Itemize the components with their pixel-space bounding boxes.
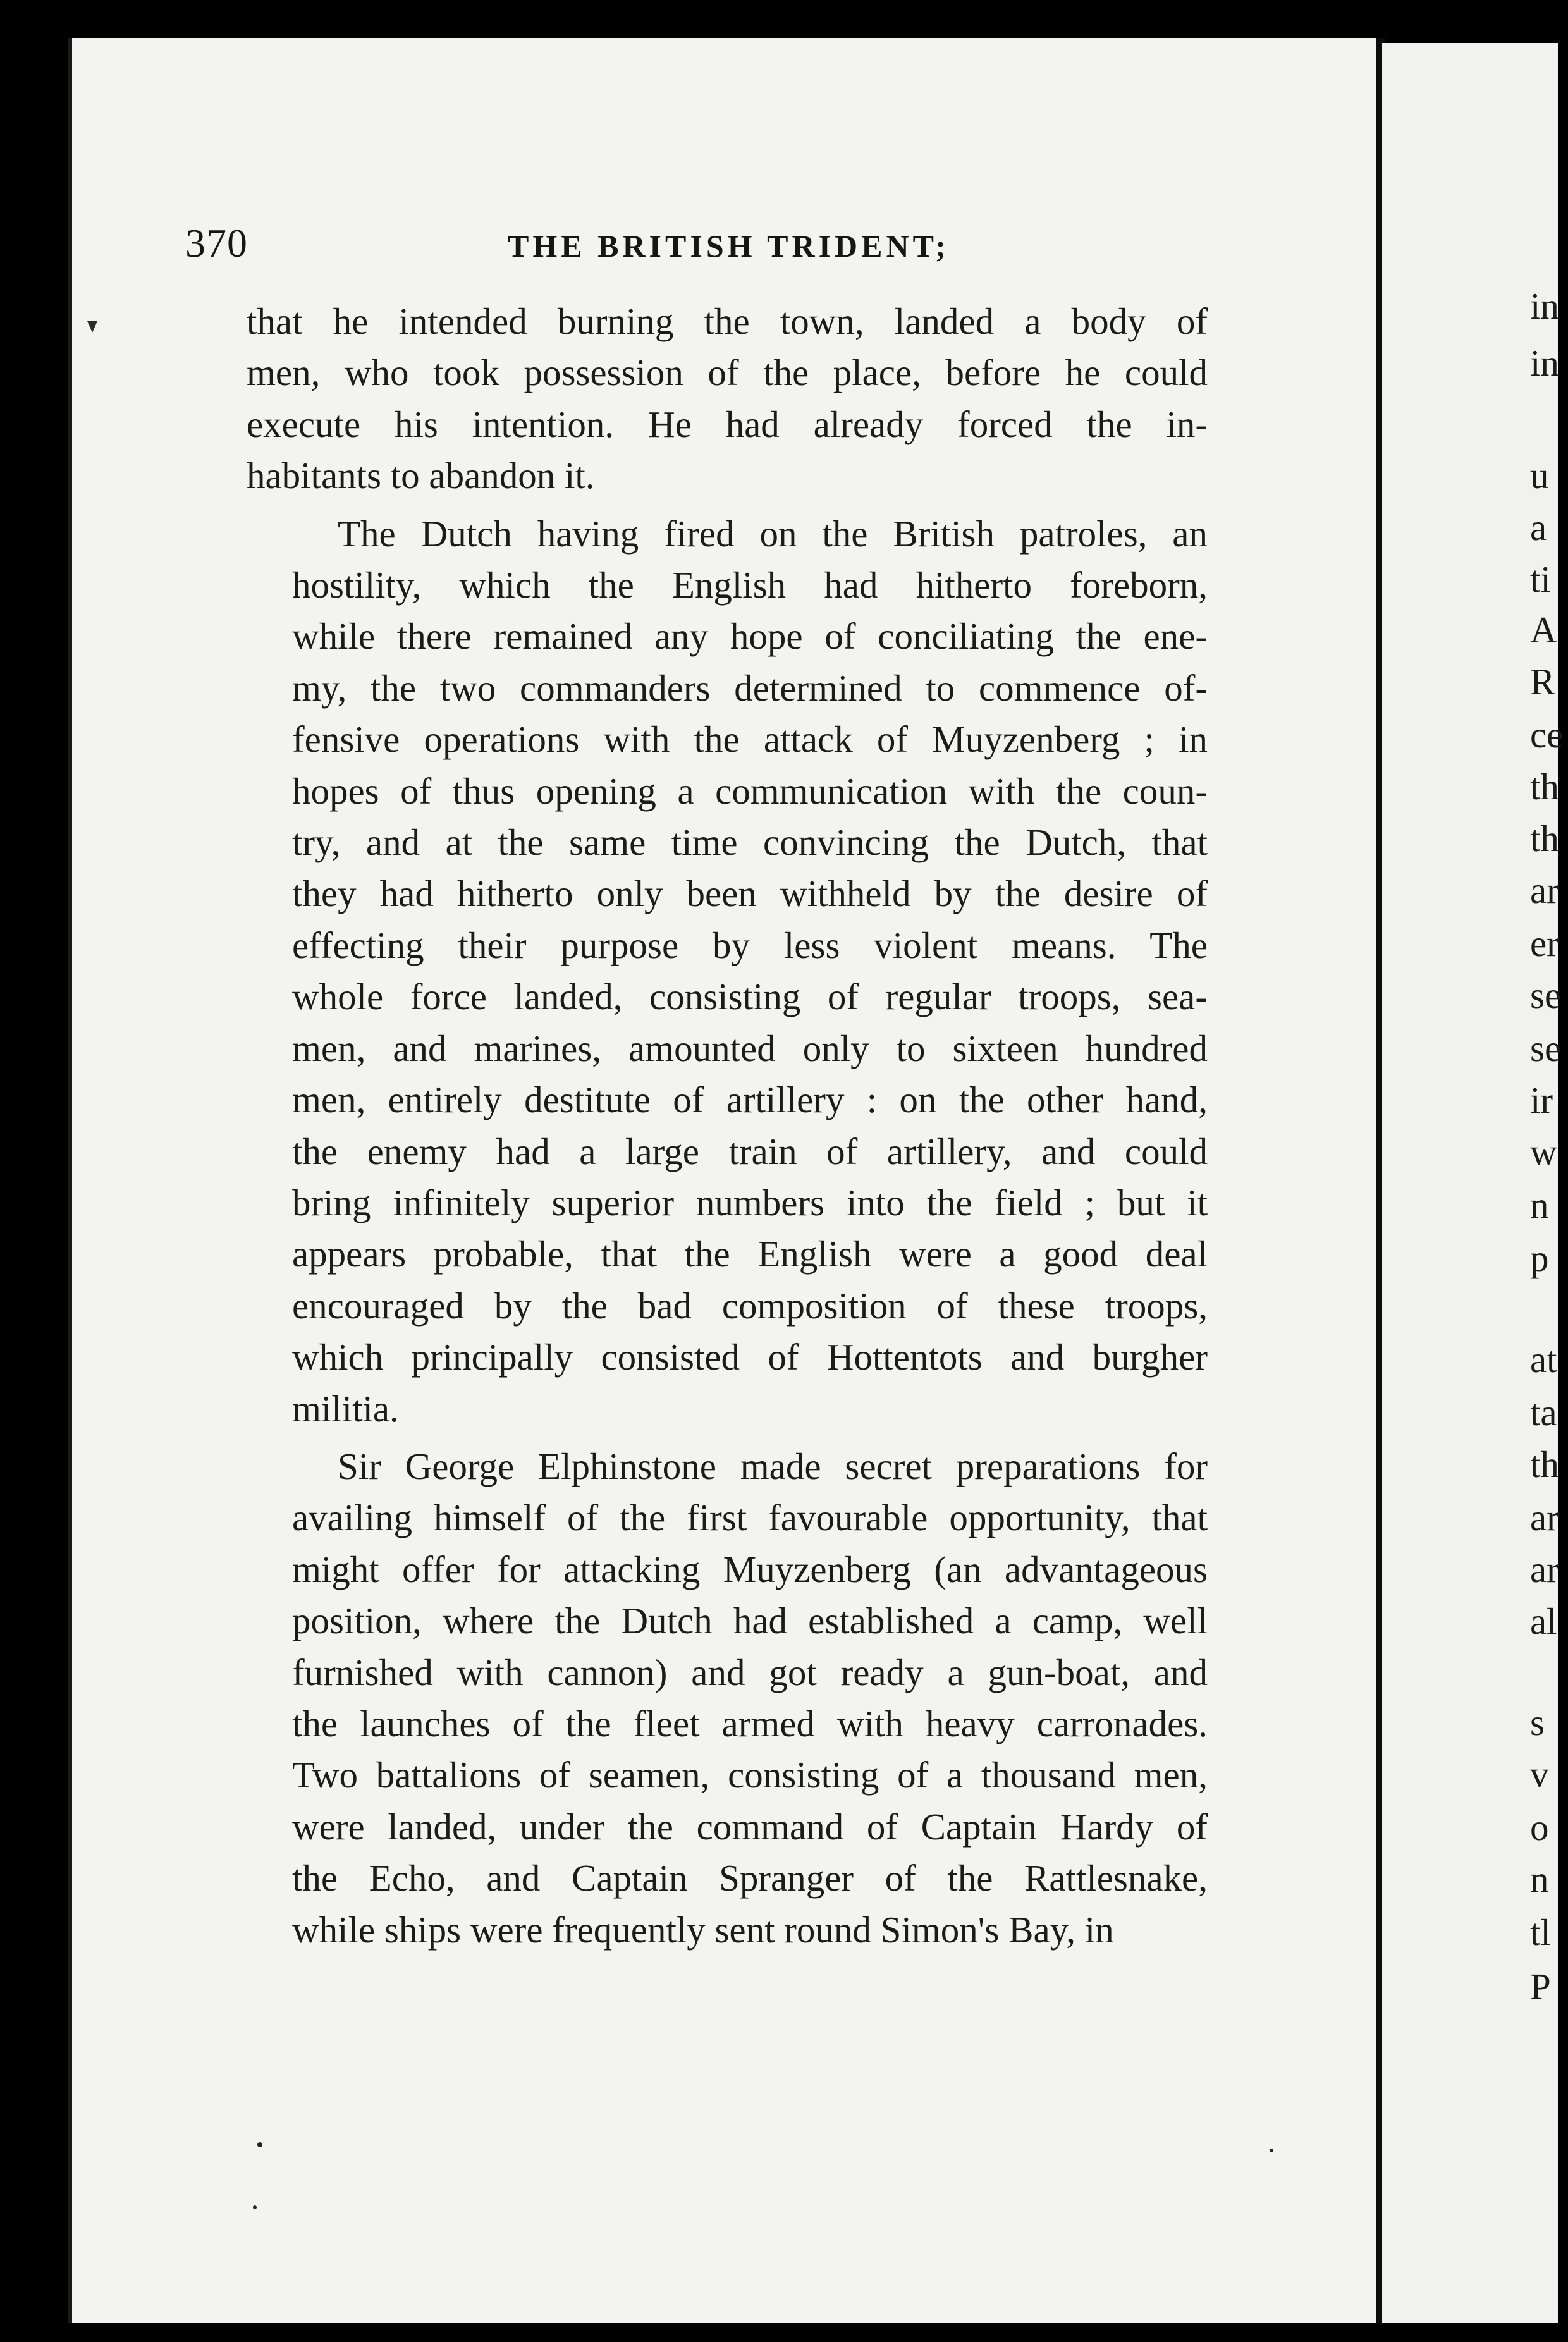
paragraph (247, 508, 1208, 1435)
facing-page-fragment: R (1530, 661, 1555, 702)
page-number: 370 (185, 221, 248, 266)
text-line: they had hitherto only been withheld by the desire of (292, 873, 1208, 915)
facing-page-fragment: in (1530, 342, 1559, 384)
text-line: the enemy had a large train of artillery, and could (292, 1130, 1208, 1172)
facing-page-fragment: ir (1530, 1079, 1553, 1121)
text-line: position, where the Dutch had established a camp, well (292, 1600, 1208, 1642)
text-line: The Dutch having fired on the British patroles, an (338, 512, 1208, 555)
text-line: availing himself of the first favourable opportunity, that (292, 1497, 1208, 1539)
facing-page-fragment: v (1530, 1753, 1549, 1795)
facing-page-fragment: er (1530, 923, 1559, 964)
running-title: THE BRITISH TRIDENT; (508, 228, 950, 264)
facing-page-fragment: ar (1530, 869, 1559, 911)
facing-page-fragment: th (1530, 818, 1559, 859)
facing-page-fragment: n (1530, 1858, 1549, 1900)
text-line: men, entirely destitute of artillery : on the other hand, (292, 1079, 1208, 1121)
print-speck (1270, 2149, 1273, 2152)
facing-page-fragment: ce (1530, 714, 1564, 756)
text-line: men, who took possession of the place, before he could (247, 352, 1208, 394)
facing-page-fragment: n (1530, 1184, 1549, 1226)
text-line: while ships were frequently sent round Simon's Bay, in (292, 1908, 1114, 1951)
facing-page-fragment: w (1530, 1131, 1557, 1173)
facing-page-fragment: P (1530, 1966, 1551, 2008)
text-line: appears probable, that the English were a good deal (292, 1233, 1208, 1275)
text-line: men, and marines, amounted only to sixteen hundred (292, 1027, 1208, 1069)
page-header (185, 220, 1279, 283)
print-speck (253, 2205, 257, 2209)
facing-page-fragment: in (1530, 285, 1559, 327)
paragraph (247, 1441, 1208, 1956)
text-line: my, the two commanders determined to commence of- (292, 666, 1208, 709)
text-line: whole force landed, consisting of regular troops, sea- (292, 976, 1208, 1018)
facing-page-fragment: ta (1530, 1392, 1557, 1433)
text-line: the Echo, and Captain Spranger of the Rattlesnake, (292, 1857, 1208, 1899)
paragraph (247, 296, 1208, 502)
text-line: Two battalions of seamen, consisting of a thousand men, (292, 1754, 1208, 1796)
text-line: hopes of thus opening a communication with the coun- (292, 769, 1208, 812)
text-line: encouraged by the bad composition of these troops, (292, 1284, 1208, 1327)
facing-page-fragment: th (1530, 1444, 1559, 1485)
facing-page-fragment: A (1530, 609, 1557, 651)
facing-page-fragment: tl (1530, 1911, 1551, 1953)
text-line: militia. (292, 1387, 399, 1430)
text-line: hostility, which the English had hitherto foreborn, (292, 564, 1208, 606)
text-line: while there remained any hope of conciliating the ene- (292, 615, 1208, 658)
text-line: furnished with cannon) and got ready a gun-boat, and (292, 1651, 1208, 1693)
facing-page-fragment: al (1530, 1600, 1557, 1642)
facing-page-fragment: se (1530, 1027, 1562, 1069)
facing-page-fragment: ar (1530, 1497, 1559, 1538)
facing-page-fragment: s (1530, 1701, 1545, 1743)
facing-page-fragment: se (1530, 974, 1562, 1016)
text-line: habitants to abandon it. (247, 455, 595, 497)
facing-page-fragment: u (1530, 455, 1549, 496)
text-line: might offer for attacking Muyzenberg (an advantageous (292, 1548, 1208, 1590)
text-line: bring infinitely superior numbers into the field ; but it (292, 1181, 1208, 1223)
text-line: that he intended burning the town, landed a body of (247, 300, 1208, 342)
facing-page-fragment: at (1530, 1339, 1557, 1380)
text-line: try, and at the same time convincing the Dutch, that (292, 821, 1208, 864)
facing-page-fragment: p (1530, 1237, 1549, 1279)
facing-page-fragment: a (1530, 506, 1547, 548)
text-line: fensive operations with the attack of Muyzenberg ; in (292, 718, 1208, 761)
facing-page-fragment: o (1530, 1806, 1549, 1848)
text-line: effecting their purpose by less violent means. The (292, 924, 1208, 966)
body-text (247, 296, 1208, 1956)
text-line: execute his intention. He had already forced the in- (247, 403, 1208, 445)
facing-page-fragment: th (1530, 766, 1559, 807)
print-speck (257, 2142, 262, 2147)
facing-page-fragment: ar (1530, 1548, 1559, 1590)
text-line: the launches of the fleet armed with heavy carronades. (292, 1702, 1208, 1744)
text-line: Sir George Elphinstone made secret preparations for (338, 1445, 1208, 1487)
facing-page-fragment: ti (1530, 558, 1551, 600)
text-line: which principally consisted of Hottentots and burgher (292, 1336, 1208, 1378)
text-line: were landed, under the command of Captain Hardy of (292, 1805, 1208, 1848)
